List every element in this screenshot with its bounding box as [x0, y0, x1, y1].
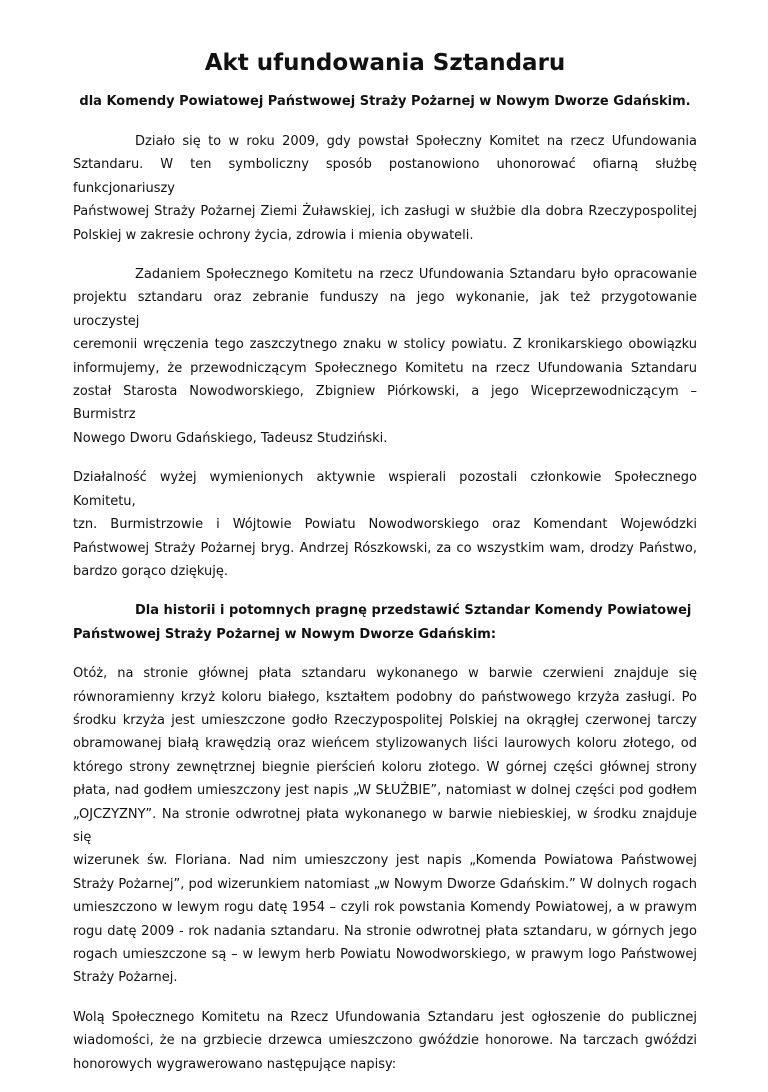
text-line: honorowych wygrawerowano następujące napisy: — [73, 1056, 397, 1072]
text-line: którego strony zewnętrznej biegnie pierścień koloru złotego. W górnej części głównej strony — [73, 759, 697, 775]
text-line: Straży Pożarnej”, pod wizerunkiem natomiast „w Nowym Dworze Gdańskim.” W dolnych rogach — [73, 876, 697, 892]
document-subtitle: dla Komendy Powiatowej Państwowej Straży Pożarnej w Nowym Dworze Gdańskim. — [79, 94, 691, 109]
document-title: Akt ufundowania Sztandaru — [204, 50, 566, 76]
text-line: wiadomości, że na grzbiecie drzewca umieszczono gwóździe honorowe. Na tarczach gwóździ — [73, 1033, 697, 1049]
text-line: równoramienny krzyż koloru białego, kształtem podobny do państwowego krzyża zasługi. Po — [73, 689, 697, 705]
text-line: Nowego Dworu Gdańskiego, Tadeusz Studziński. — [73, 430, 388, 446]
text-line: Straży Pożarnej. — [73, 970, 178, 986]
text-line: Dla historii i potomnych pragnę przedstawić Sztandar Komendy Powiatowej — [135, 603, 692, 619]
text-line: Otóż, na stronie głównej płata sztandaru wykonanego w barwie czerwieni znajduje się — [73, 666, 697, 682]
paragraph-banner-description — [73, 662, 697, 990]
text-line: Działalność wyżej wymienionych aktywnie wspierali pozostali członkowie Społecznego Komitetu, — [73, 470, 697, 509]
document-body — [73, 48, 697, 1092]
text-line: projektu sztandaru oraz zebranie funduszy na jego wykonanie, jak też przygotowanie uroczystej — [73, 290, 697, 329]
text-line: wizerunek św. Floriana. Nad nim umieszczony jest napis „Komenda Powiatowa Państwowej — [73, 853, 697, 869]
text-line: rogu datę 2009 - rok nadania sztandaru. Na stronie odwrotnej płata sztandaru, w górnych jego — [73, 923, 697, 939]
paragraph-committee-tasks — [73, 263, 697, 450]
paragraph-founding — [73, 130, 697, 247]
text-line: płata, nad godłem umieszczony jest napis „W SŁUŻBIE”, natomiast w dolnej części pod godłem — [73, 783, 697, 799]
text-line: Wolą Społecznego Komitetu na Rzecz Ufundowania Sztandaru jest ogłoszenie do publicznej — [73, 1009, 697, 1025]
text-line: Sztandaru. W ten symboliczny sposób postanowiono uhonorować ofiarną służbę funkcjonariuszy — [73, 157, 697, 196]
text-line: Działo się to w roku 2009, gdy powstał Społeczny Komitet na rzecz Ufundowania — [135, 134, 697, 149]
text-line: Polskiej w zakresie ochrony życia, zdrowia i mienia obywateli. — [73, 227, 474, 243]
text-line: został Starosta Nowodworskiego, Zbigniew Piórkowski, a jego Wiceprzewodniczącym – Burmistrz — [73, 384, 697, 423]
text-line: umieszczono w lewym rogu datę 1954 – czyli rok powstania Komendy Powiatowej, a w prawym — [73, 900, 697, 916]
text-line: rogach umieszczone są – w lewym herb Powiatu Nowodworskiego, w prawym logo Państwowej — [73, 947, 697, 962]
text-line: Państwowej Straży Pożarnej w Nowym Dworze Gdańskim: — [73, 626, 497, 642]
paragraph-banner-intro — [73, 599, 697, 646]
text-line: ceremonii wręczenia tego zaszczytnego znaku w stolicy powiatu. Z kronikarskiego obowiązku — [73, 337, 697, 353]
text-line: tzn. Burmistrzowie i Wójtowie Powiatu Nowodworskiego oraz Komendant Wojewódzki — [73, 517, 697, 533]
text-line: bardzo gorąco dziękuję. — [73, 563, 229, 579]
text-line: Państwowej Straży Pożarnej Ziemi Żuławskiej, ich zasługi w służbie dla dobra Rzeczypospolitej — [73, 204, 697, 220]
text-line: obramowanej białą krawędzią oraz wieńcem stylizowanych liści laurowych koloru złotego, od — [73, 736, 697, 752]
text-line: informujemy, że przewodniczącym Społecznego Komitetu na rzecz Ufundowania Sztandaru — [73, 360, 697, 376]
text-line: Zadaniem Społecznego Komitetu na rzecz Ufundowania Sztandaru było opracowanie — [135, 267, 697, 283]
text-line: środku krzyża jest umieszczone godło Rzeczypospolitej Polskiej na okrągłej czerwonej tarczy — [73, 712, 697, 728]
text-line: Państwowej Straży Pożarnej bryg. Andrzej Rószkowski, za co wszystkim wam, drodzy Państwo, — [73, 540, 697, 556]
paragraph-thanks — [73, 466, 697, 583]
text-line: „OJCZYZNY”. Na stronie odwrotnej płata wykonanego w barwie niebieskiej, w środku znajduje się — [73, 806, 697, 845]
paragraph-honorary-nails — [73, 1006, 697, 1076]
